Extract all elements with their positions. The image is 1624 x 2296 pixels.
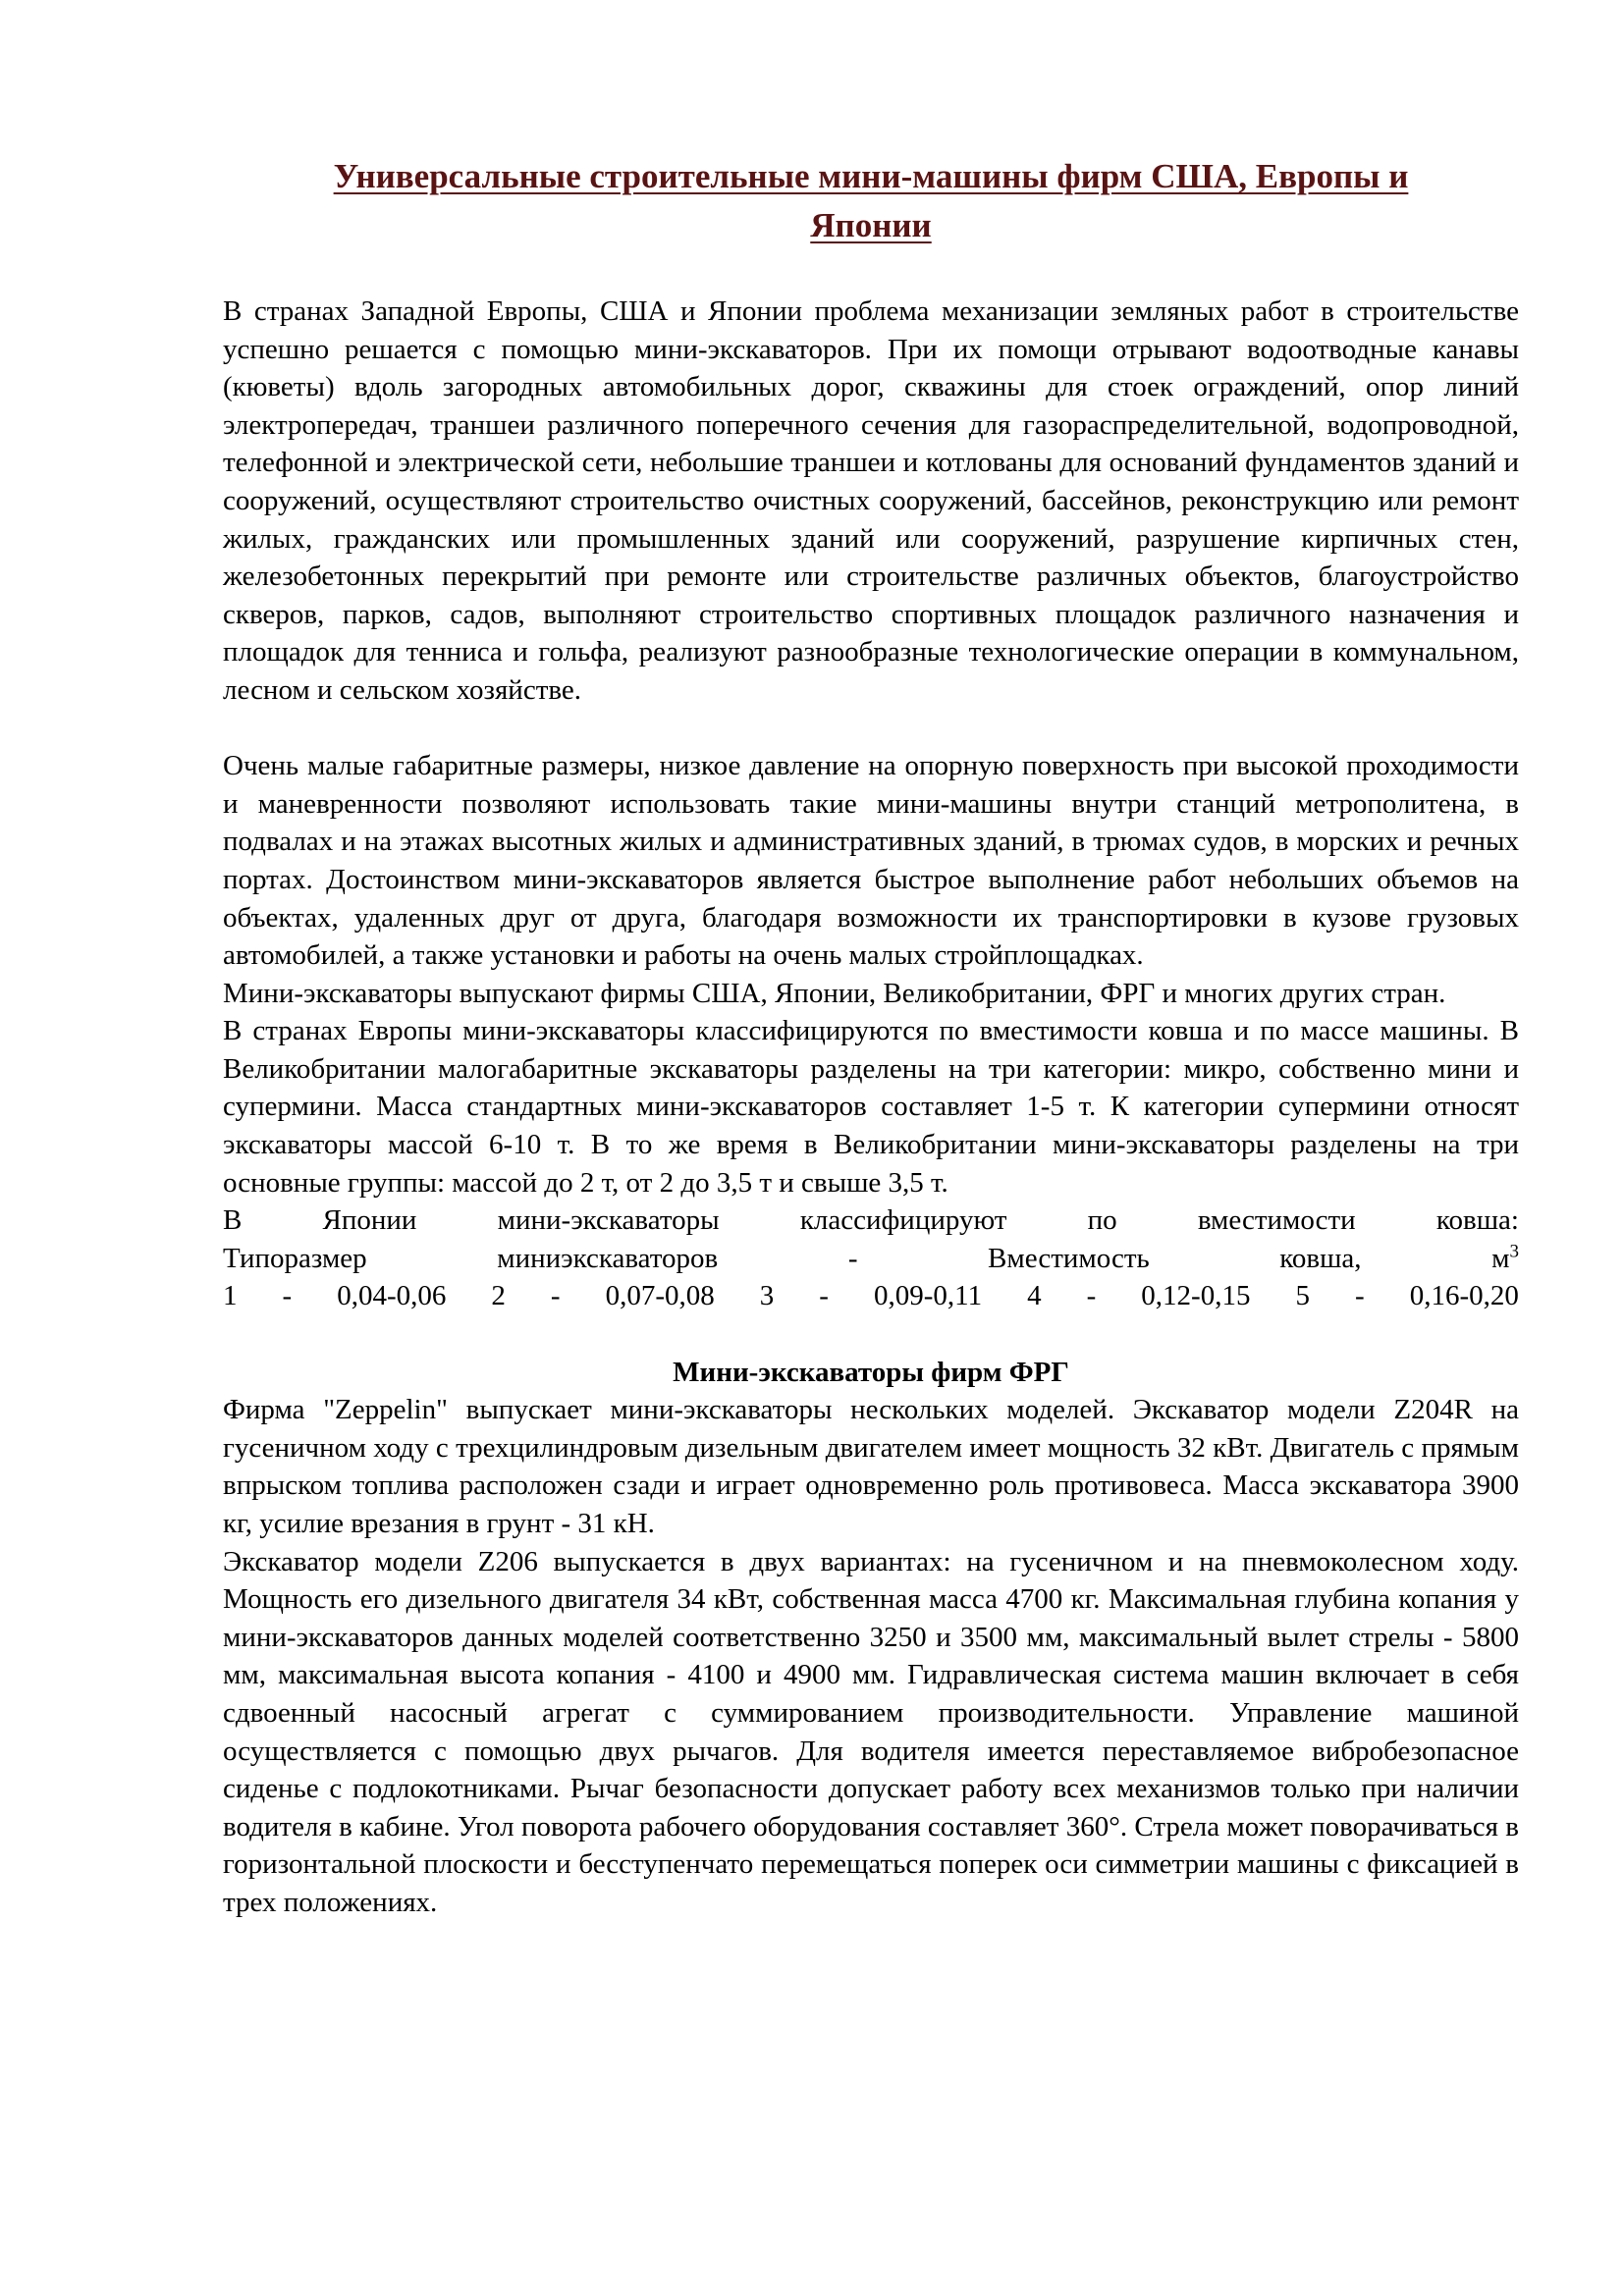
size-capacity: 0,04-0,06 — [337, 1280, 447, 1312]
header-word: Типоразмер — [223, 1242, 367, 1274]
word: мини-экскаваторы — [497, 1204, 720, 1237]
size-dash: - — [1355, 1280, 1365, 1312]
paragraph-z206: Экскаватор модели Z206 выпускается в двух вариантах: на гусеничном и на пневмоколесном ходу. Мощность его дизельного двигателя 34 кВт, собственная масса 4700 кг. Максимальная глубина копания у мини-экскаваторов данных моделей соответственно 3250 и 3500 мм, максимальный вылет стрелы - 5800 мм, максимальная высота копания - 4100 и 4900 мм. Гидравлическая система машин включает в себя сдвоенный насосный агрегат с суммированием производительности. Управление машиной осуществляется с помощью двух рычагов. Для водителя имеется переставляемое вибробезопасное сиденье с подлокотниками. Рычаг безопасности допускает работу всех механизмов только при наличии водителя в кабине. Угол поворота рабочего оборудования составляет 360°. Стрела может поворачиваться в горизонтальной плоскости и бесступенчато перемещаться поперек оси симметрии машины с фиксацией в трех положениях. — [223, 1545, 1519, 1918]
title-line-2: Японии — [810, 206, 932, 244]
paragraph-europe-classification: В странах Европы мини-экскаваторы классифицируются по вместимости ковша и по массе машины. В Великобритании малогабаритные экскаваторы разделены на три категории: микро, собственно мини и супермини. Масса стандартных мини-экскаваторов составляет 1-5 т. К категории супермини относят экскаваторы массой 6-10 т. В то же время в Великобритании мини-экскаваторы разделены на три основные группы: массой до 2 т, от 2 до 3,5 т и свыше 3,5 т. — [223, 1015, 1519, 1199]
size-dash: - — [550, 1280, 561, 1312]
word: классифицируют — [799, 1204, 1007, 1237]
size-dash: - — [1086, 1280, 1097, 1312]
word: Японии — [322, 1204, 417, 1237]
size-table-header — [223, 1240, 1519, 1278]
header-word: Вместимость — [988, 1242, 1150, 1274]
word: ковша: — [1435, 1204, 1519, 1237]
section-spacer — [223, 1315, 1519, 1354]
size-capacity: 0,07-0,08 — [605, 1280, 715, 1312]
unit-symbol: м — [1491, 1242, 1510, 1274]
size-dash: - — [282, 1280, 293, 1312]
paragraph-zeppelin-z204r: Фирма "Zeppelin" выпускает мини-экскаваторы нескольких моделей. Экскаватор модели Z204R на гусеничном ходу с трехцилиндровым дизельным двигателем имеет мощность 32 кВт. Двигатель с прямым впрыском топлива расположен сзади и играет одновременно роль противовеса. Масса экскаватора 3900 кг, усилие врезания в грунт - 31 кН. — [223, 1394, 1519, 1539]
document-title — [223, 152, 1519, 250]
header-word: - — [847, 1242, 858, 1274]
size-class-number: 4 — [1027, 1280, 1042, 1312]
size-dash: - — [819, 1280, 829, 1312]
paragraph-spacer — [223, 710, 1519, 748]
size-class-number: 5 — [1295, 1280, 1310, 1312]
size-class-number: 3 — [759, 1280, 775, 1312]
unit-exponent: 3 — [1509, 1241, 1519, 1262]
paragraph-applications: В странах Западной Европы, США и Японии проблема механизации земляных работ в строительстве успешно решается с помощью мини-экскаваторов. При их помощи отрывают водоотводные канавы (кюветы) вдоль загородных автомобильных дорог, скважины для стоек ограждений, опор линий электропередач, траншеи различного поперечного сечения для газораспределительной, водопроводной, телефонной и электрической сети, небольшие траншеи и котлованы для оснований фундаментов зданий и сооружений, осуществляют строительство очистных сооружений, бассейнов, реконструкцию или ремонт жилых, гражданских или промышленных зданий или сооружений, разрушение кирпичных стен, железобетонных перекрытий при ремонте или строительстве различных объектов, благоустройство скверов, парков, садов, выполняют строительство спортивных площадок различного назначения и площадок для тенниса и гольфа, реализуют разнообразные технологические операции в коммунальном, лесном и сельском хозяйстве. — [223, 295, 1519, 706]
header-word: ковша, — [1279, 1242, 1362, 1274]
size-capacity: 0,12-0,15 — [1141, 1280, 1251, 1312]
size-class-number: 1 — [223, 1280, 238, 1312]
section-heading-germany: Мини-экскаваторы фирм ФРГ — [673, 1356, 1069, 1388]
header-word: миниэкскаваторов — [497, 1242, 719, 1274]
paragraph-manufacturers: Мини-экскаваторы выпускают фирмы США, Японии, Великобритании, ФРГ и многих других стран. — [223, 977, 1446, 1009]
word: В — [223, 1204, 243, 1237]
document-page — [223, 152, 1519, 1922]
unit-cubic-meter — [1491, 1240, 1519, 1278]
japan-classification-line — [223, 1201, 1519, 1240]
size-capacity: 0,09-0,11 — [873, 1280, 983, 1312]
paragraph-advantages: Очень малые габаритные размеры, низкое давление на опорную поверхность при высокой проходимости и маневренности позволяют использовать такие мини-машины внутри станций метрополитена, в подвалах и на этажах высотных жилых и административных зданий, в трюмах судов, в морских и речных портах. Достоинством мини-экскаваторов является быстрое выполнение работ небольших объемов на объектах, удаленных друг от друга, благодаря возможности их транспортировки в кузове грузовых автомобилей, а также установки и работы на очень малых стройплощадках. — [223, 750, 1519, 972]
size-table-values — [223, 1277, 1519, 1315]
title-line-1: Универсальные строительные мини-машины фирм США, Европы и — [333, 157, 1409, 195]
word: вместимости — [1197, 1204, 1356, 1237]
size-class-number: 2 — [491, 1280, 506, 1312]
word: по — [1087, 1204, 1117, 1237]
size-capacity: 0,16-0,20 — [1409, 1280, 1519, 1312]
